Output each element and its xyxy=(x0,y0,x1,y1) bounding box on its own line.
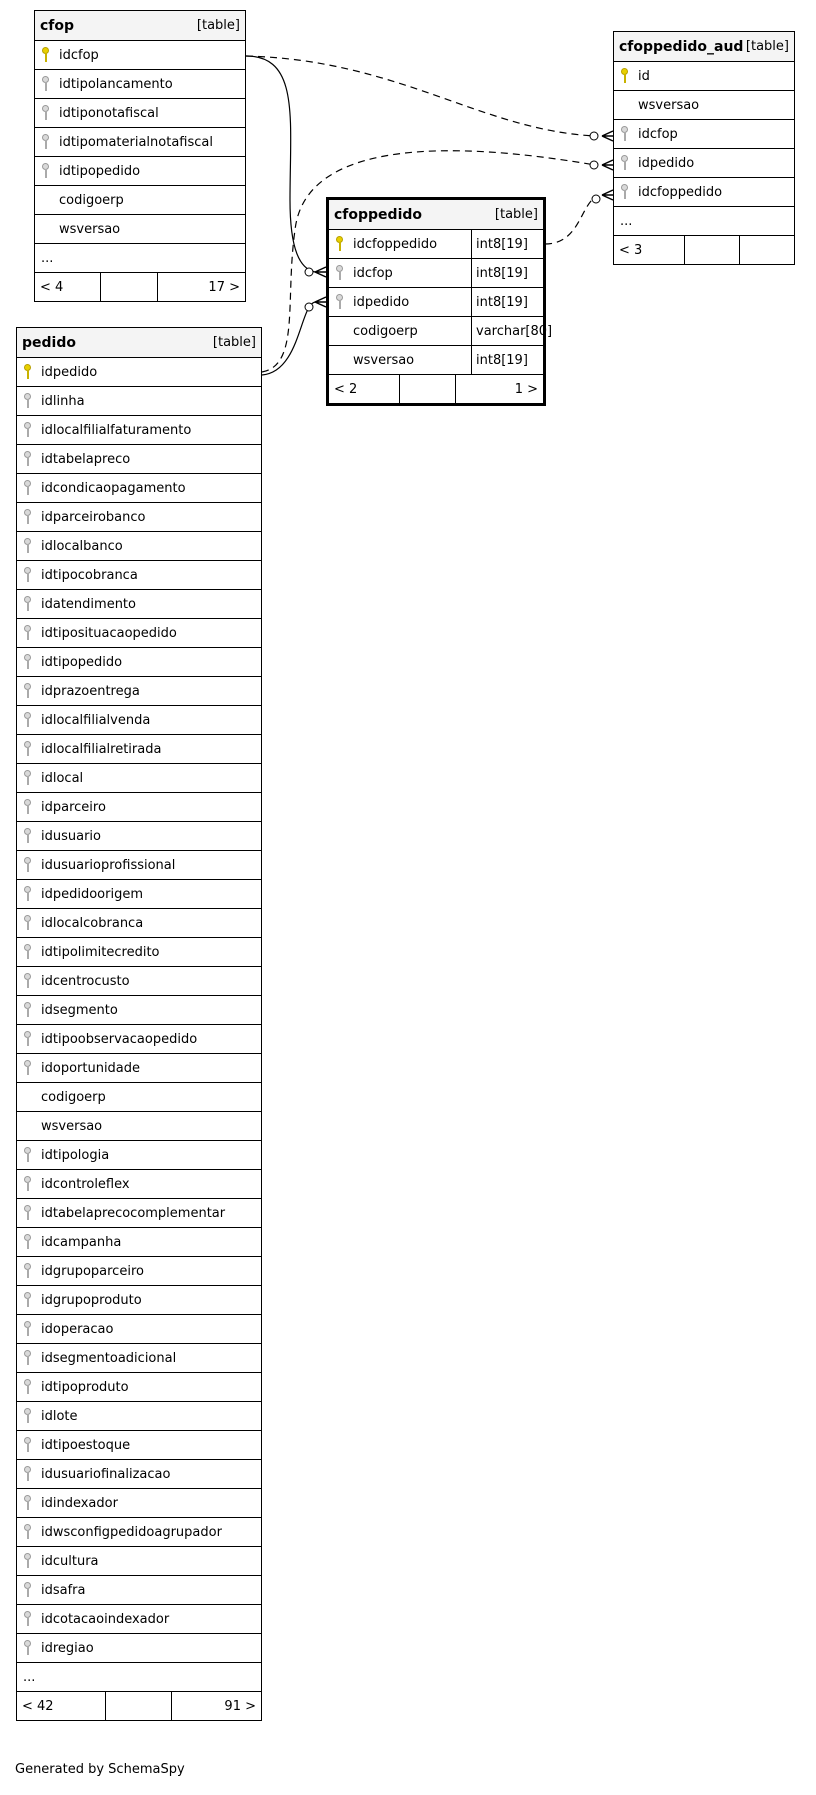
child-count[interactable]: 17 > xyxy=(208,279,240,295)
foreign-key-icon xyxy=(42,134,50,150)
key-icon-slot xyxy=(17,799,39,815)
foreign-key-icon xyxy=(24,973,32,989)
foreign-key-icon xyxy=(621,184,629,200)
generated-by-caption: Generated by SchemaSpy xyxy=(15,1762,185,1777)
column-row[interactable] xyxy=(614,62,794,91)
key-icon-slot xyxy=(17,915,39,931)
column-name: idcotacaoindexador xyxy=(41,1611,170,1627)
foreign-key-icon xyxy=(24,1321,32,1337)
foreign-key-icon xyxy=(24,1495,32,1511)
table-cfoppedido-aud[interactable] xyxy=(613,31,795,265)
column-row[interactable] xyxy=(17,1576,261,1605)
column-name: idcampanha xyxy=(41,1234,122,1250)
foreign-key-icon xyxy=(24,1582,32,1598)
column-name: idoportunidade xyxy=(41,1060,141,1076)
parent-count[interactable]: < 2 xyxy=(334,381,358,397)
foreign-key-icon xyxy=(24,1002,32,1018)
table-footer xyxy=(17,1692,261,1720)
column-row[interactable] xyxy=(17,1228,261,1257)
foreign-key-icon xyxy=(24,1031,32,1047)
key-icon-slot xyxy=(614,126,636,142)
column-type: int8[19] xyxy=(471,259,543,287)
column-name: idcondicaopagamento xyxy=(41,480,186,496)
column-name: idtiponotafiscal xyxy=(59,105,159,121)
column-name: idsafra xyxy=(41,1582,86,1598)
key-icon-slot xyxy=(17,1408,39,1424)
column-name: idcfop xyxy=(353,265,393,281)
column-name: idtabelapreco xyxy=(41,451,131,467)
optional-marker xyxy=(305,268,313,276)
column-name: idtabelaprecocomplementar xyxy=(41,1205,226,1221)
key-icon-slot xyxy=(329,294,351,310)
column-row[interactable] xyxy=(17,764,261,793)
column-name: idtipolancamento xyxy=(59,76,173,92)
primary-key-icon xyxy=(24,364,32,380)
column-row[interactable] xyxy=(614,91,794,120)
key-icon-slot xyxy=(35,47,57,63)
column-row[interactable] xyxy=(17,648,261,677)
crowfoot-marker xyxy=(602,160,613,170)
key-icon-slot xyxy=(17,393,39,409)
foreign-key-icon xyxy=(24,1176,32,1192)
column-type: int8[19] xyxy=(471,230,543,258)
foreign-key-icon xyxy=(24,1611,32,1627)
column-row[interactable] xyxy=(329,288,543,317)
primary-key-icon xyxy=(336,236,344,252)
table-cfoppedido[interactable] xyxy=(326,197,553,406)
foreign-key-icon xyxy=(24,625,32,641)
foreign-key-icon xyxy=(24,393,32,409)
column-row[interactable] xyxy=(35,70,245,99)
foreign-key-icon xyxy=(24,422,32,438)
column-row[interactable] xyxy=(17,619,261,648)
column-row[interactable] xyxy=(17,1286,261,1315)
key-icon-slot xyxy=(614,184,636,200)
key-icon-slot xyxy=(17,1379,39,1395)
column-row[interactable] xyxy=(17,967,261,996)
key-icon-slot xyxy=(17,1553,39,1569)
table-header xyxy=(329,200,543,230)
key-icon-slot xyxy=(17,944,39,960)
footer-spacer xyxy=(399,375,456,403)
column-name: idcfop xyxy=(59,47,99,63)
foreign-key-icon xyxy=(24,944,32,960)
foreign-key-icon xyxy=(24,1292,32,1308)
column-name: idcfop xyxy=(638,126,678,142)
footer-spacer xyxy=(100,273,158,301)
column-row[interactable] xyxy=(35,128,245,157)
foreign-key-icon xyxy=(24,654,32,670)
parent-count[interactable]: < 3 xyxy=(619,242,643,258)
column-list xyxy=(17,358,261,1663)
column-row[interactable] xyxy=(17,851,261,880)
column-row[interactable] xyxy=(17,1112,261,1141)
column-row[interactable] xyxy=(614,149,794,178)
foreign-key-icon xyxy=(24,1553,32,1569)
column-row[interactable] xyxy=(17,677,261,706)
parent-count[interactable]: < 42 xyxy=(22,1698,54,1714)
column-name: idprazoentrega xyxy=(41,683,140,699)
table-header xyxy=(17,328,261,358)
table-kind: [table] xyxy=(745,39,789,54)
key-icon-slot xyxy=(17,538,39,554)
key-icon-slot xyxy=(17,1437,39,1453)
column-row[interactable] xyxy=(17,1025,261,1054)
table-name: pedido xyxy=(22,334,76,351)
column-name: idparceirobanco xyxy=(41,509,146,525)
column-name: idpedido xyxy=(353,294,410,310)
column-name: idatendimento xyxy=(41,596,136,612)
column-row[interactable] xyxy=(17,822,261,851)
column-row[interactable] xyxy=(35,215,245,244)
column-name: idoperacao xyxy=(41,1321,114,1337)
column-row[interactable] xyxy=(614,120,794,149)
column-name: idcentrocusto xyxy=(41,973,130,989)
column-name: codigoerp xyxy=(41,1089,106,1105)
column-row[interactable] xyxy=(17,1373,261,1402)
foreign-key-icon xyxy=(24,1640,32,1656)
column-name: codigoerp xyxy=(353,323,418,339)
foreign-key-icon xyxy=(24,1466,32,1482)
column-row[interactable] xyxy=(17,1170,261,1199)
column-name: idindexador xyxy=(41,1495,118,1511)
foreign-key-icon xyxy=(621,126,629,142)
column-name: idtipopedido xyxy=(41,654,123,670)
column-name: idsegmentoadicional xyxy=(41,1350,177,1366)
crowfoot-marker xyxy=(602,190,613,200)
column-type: int8[19] xyxy=(471,288,543,316)
key-icon-slot xyxy=(17,1205,39,1221)
foreign-key-icon xyxy=(24,451,32,467)
foreign-key-icon xyxy=(42,163,50,179)
foreign-key-icon xyxy=(24,828,32,844)
foreign-key-icon xyxy=(24,741,32,757)
column-row[interactable] xyxy=(614,178,794,207)
column-row[interactable] xyxy=(17,1634,261,1663)
key-icon-slot xyxy=(17,1350,39,1366)
column-list xyxy=(614,62,794,207)
table-kind: [table] xyxy=(494,207,538,222)
column-name: idpedido xyxy=(41,364,98,380)
child-count[interactable]: 91 > xyxy=(224,1698,256,1714)
column-name: wsversao xyxy=(59,221,121,237)
column-name: idcultura xyxy=(41,1553,99,1569)
footer-spacer xyxy=(684,236,740,264)
key-icon-slot xyxy=(35,76,57,92)
column-name: idwsconfigpedidoagrupador xyxy=(41,1524,222,1540)
optional-marker xyxy=(590,161,598,169)
foreign-key-icon xyxy=(24,683,32,699)
column-row[interactable] xyxy=(17,416,261,445)
column-row[interactable] xyxy=(17,1431,261,1460)
column-name: idlocalfilialfaturamento xyxy=(41,422,192,438)
column-row[interactable] xyxy=(35,186,245,215)
key-icon-slot xyxy=(614,68,636,84)
column-row[interactable] xyxy=(17,706,261,735)
column-name: idusuarioprofissional xyxy=(41,857,176,873)
parent-count[interactable]: < 4 xyxy=(40,279,64,295)
foreign-key-icon xyxy=(42,105,50,121)
column-row[interactable] xyxy=(17,387,261,416)
column-type: int8[19] xyxy=(471,346,543,374)
key-icon-slot xyxy=(17,1002,39,1018)
column-name: idcfoppedido xyxy=(353,236,438,252)
more-columns: ... xyxy=(614,207,794,236)
key-icon-slot xyxy=(17,741,39,757)
column-row[interactable] xyxy=(17,793,261,822)
foreign-key-icon xyxy=(24,1205,32,1221)
column-row[interactable] xyxy=(17,1518,261,1547)
key-icon-slot xyxy=(17,451,39,467)
key-icon-slot xyxy=(17,1524,39,1540)
key-icon-slot xyxy=(17,1466,39,1482)
key-icon-slot xyxy=(17,712,39,728)
relationship-pedido-cfoppedido xyxy=(262,302,315,375)
child-count[interactable]: 1 > xyxy=(514,381,538,397)
column-row[interactable] xyxy=(17,1315,261,1344)
column-row[interactable] xyxy=(17,532,261,561)
column-row[interactable] xyxy=(17,880,261,909)
foreign-key-icon xyxy=(621,155,629,171)
foreign-key-icon xyxy=(24,1147,32,1163)
column-name: idgrupoproduto xyxy=(41,1292,142,1308)
relationship-cfop-cfoppedido-aud xyxy=(246,56,595,136)
foreign-key-icon xyxy=(24,886,32,902)
key-icon-slot xyxy=(17,770,39,786)
column-row[interactable] xyxy=(329,346,543,375)
key-icon-slot xyxy=(17,625,39,641)
key-icon-slot xyxy=(17,480,39,496)
table-footer xyxy=(329,375,543,403)
column-list xyxy=(329,230,553,375)
key-icon-slot xyxy=(17,1611,39,1627)
column-name: idtipocobranca xyxy=(41,567,138,583)
column-name: wsversao xyxy=(638,97,700,113)
table-name: cfoppedido_aud xyxy=(619,38,744,55)
column-row[interactable] xyxy=(17,1344,261,1373)
key-icon-slot xyxy=(17,1263,39,1279)
table-footer xyxy=(35,273,245,301)
key-icon-slot xyxy=(614,155,636,171)
foreign-key-icon xyxy=(24,1060,32,1076)
column-name: idlocalfilialretirada xyxy=(41,741,162,757)
foreign-key-icon xyxy=(24,1408,32,1424)
foreign-key-icon xyxy=(24,596,32,612)
column-row[interactable] xyxy=(17,1199,261,1228)
column-name: idlocalfilialvenda xyxy=(41,712,151,728)
key-icon-slot xyxy=(329,236,351,252)
child-count[interactable] xyxy=(740,236,794,264)
column-row[interactable] xyxy=(17,996,261,1025)
foreign-key-icon xyxy=(24,1263,32,1279)
foreign-key-icon xyxy=(24,1437,32,1453)
column-name: idlocalbanco xyxy=(41,538,123,554)
column-name: wsversao xyxy=(41,1118,103,1134)
column-row[interactable] xyxy=(17,1460,261,1489)
column-name: wsversao xyxy=(353,352,415,368)
more-columns: ... xyxy=(35,244,245,273)
column-row[interactable] xyxy=(17,561,261,590)
column-row[interactable] xyxy=(17,474,261,503)
key-icon-slot xyxy=(35,105,57,121)
more-columns: ... xyxy=(17,1663,261,1692)
table-name: cfop xyxy=(40,17,75,34)
table-header xyxy=(614,32,794,62)
column-name: idlocalcobranca xyxy=(41,915,144,931)
foreign-key-icon xyxy=(336,265,344,281)
key-icon-slot xyxy=(17,567,39,583)
column-type: varchar[80] xyxy=(471,317,543,345)
key-icon-slot xyxy=(35,163,57,179)
column-name: idtipoestoque xyxy=(41,1437,131,1453)
crowfoot-marker xyxy=(315,297,326,307)
key-icon-slot xyxy=(17,509,39,525)
column-name: idusuario xyxy=(41,828,101,844)
column-row[interactable] xyxy=(329,317,553,346)
column-row[interactable] xyxy=(35,41,245,70)
column-row[interactable] xyxy=(17,1054,261,1083)
column-row[interactable] xyxy=(17,1489,261,1518)
column-name: idtipopedido xyxy=(59,163,141,179)
key-icon-slot xyxy=(17,364,39,380)
column-row[interactable] xyxy=(17,445,261,474)
column-name: idgrupoparceiro xyxy=(41,1263,144,1279)
foreign-key-icon xyxy=(24,770,32,786)
foreign-key-icon xyxy=(24,509,32,525)
table-kind: [table] xyxy=(196,18,240,33)
column-name: idtipoobservacaopedido xyxy=(41,1031,198,1047)
column-row[interactable] xyxy=(17,938,261,967)
primary-key-icon xyxy=(621,68,629,84)
optional-marker xyxy=(590,132,598,140)
column-name: idlocal xyxy=(41,770,84,786)
column-row[interactable] xyxy=(17,1257,261,1286)
key-icon-slot xyxy=(17,422,39,438)
table-kind: [table] xyxy=(212,335,256,350)
foreign-key-icon xyxy=(24,712,32,728)
foreign-key-icon xyxy=(24,915,32,931)
crowfoot-marker xyxy=(315,267,326,277)
primary-key-icon xyxy=(42,47,50,63)
foreign-key-icon xyxy=(24,857,32,873)
footer-spacer xyxy=(105,1692,172,1720)
key-icon-slot xyxy=(17,1031,39,1047)
foreign-key-icon xyxy=(24,1379,32,1395)
key-icon-slot xyxy=(17,857,39,873)
column-row[interactable] xyxy=(17,358,261,387)
foreign-key-icon xyxy=(24,799,32,815)
foreign-key-icon xyxy=(24,538,32,554)
column-row[interactable] xyxy=(329,230,543,259)
key-icon-slot xyxy=(17,973,39,989)
key-icon-slot xyxy=(17,1292,39,1308)
key-icon-slot xyxy=(17,683,39,699)
table-header xyxy=(35,11,245,41)
foreign-key-icon xyxy=(24,1524,32,1540)
column-row[interactable] xyxy=(329,259,543,288)
key-icon-slot xyxy=(17,886,39,902)
key-icon-slot xyxy=(35,134,57,150)
crowfoot-marker xyxy=(602,131,613,141)
optional-marker xyxy=(305,303,313,311)
key-icon-slot xyxy=(17,1582,39,1598)
column-row[interactable] xyxy=(35,99,245,128)
column-row[interactable] xyxy=(17,1547,261,1576)
column-name: idparceiro xyxy=(41,799,106,815)
key-icon-slot xyxy=(17,1147,39,1163)
column-name: idlote xyxy=(41,1408,78,1424)
column-row[interactable] xyxy=(17,1141,261,1170)
column-name: idtipolimitecredito xyxy=(41,944,160,960)
column-name: codigoerp xyxy=(59,192,124,208)
column-name: idtipomaterialnotafiscal xyxy=(59,134,213,150)
table-pedido[interactable] xyxy=(16,327,262,1721)
table-footer xyxy=(614,236,794,264)
foreign-key-icon xyxy=(42,76,50,92)
foreign-key-icon xyxy=(24,480,32,496)
foreign-key-icon xyxy=(24,1234,32,1250)
column-name: idtipoproduto xyxy=(41,1379,129,1395)
table-cfop[interactable] xyxy=(34,10,246,302)
key-icon-slot xyxy=(17,596,39,612)
column-row[interactable] xyxy=(17,1605,261,1634)
column-name: idtiposituacaopedido xyxy=(41,625,177,641)
column-name: idcfoppedido xyxy=(638,184,723,200)
column-row[interactable] xyxy=(35,157,245,186)
key-icon-slot xyxy=(17,1234,39,1250)
foreign-key-icon xyxy=(24,1350,32,1366)
key-icon-slot xyxy=(17,1640,39,1656)
key-icon-slot xyxy=(17,1321,39,1337)
foreign-key-icon xyxy=(24,567,32,583)
column-name: idregiao xyxy=(41,1640,94,1656)
column-row[interactable] xyxy=(17,590,261,619)
column-name: idcontroleflex xyxy=(41,1176,130,1192)
key-icon-slot xyxy=(17,1495,39,1511)
key-icon-slot xyxy=(17,828,39,844)
column-name: idpedidoorigem xyxy=(41,886,144,902)
column-row[interactable] xyxy=(17,1083,261,1112)
column-name: id xyxy=(638,68,650,84)
column-name: idpedido xyxy=(638,155,695,171)
key-icon-slot xyxy=(17,1176,39,1192)
column-row[interactable] xyxy=(17,1402,261,1431)
column-name: idsegmento xyxy=(41,1002,118,1018)
relationship-cfoppedido-cfoppedido-aud xyxy=(545,196,597,244)
optional-marker xyxy=(592,195,600,203)
foreign-key-icon xyxy=(336,294,344,310)
column-row[interactable] xyxy=(17,909,261,938)
key-icon-slot xyxy=(17,654,39,670)
relationship-cfop-cfoppedido xyxy=(246,56,315,272)
column-row[interactable] xyxy=(17,503,261,532)
column-row[interactable] xyxy=(17,735,261,764)
column-name: idtipologia xyxy=(41,1147,110,1163)
key-icon-slot xyxy=(329,265,351,281)
key-icon-slot xyxy=(17,1060,39,1076)
table-name: cfoppedido xyxy=(334,206,423,223)
column-name: idusuariofinalizacao xyxy=(41,1466,171,1482)
column-name: idlinha xyxy=(41,393,85,409)
